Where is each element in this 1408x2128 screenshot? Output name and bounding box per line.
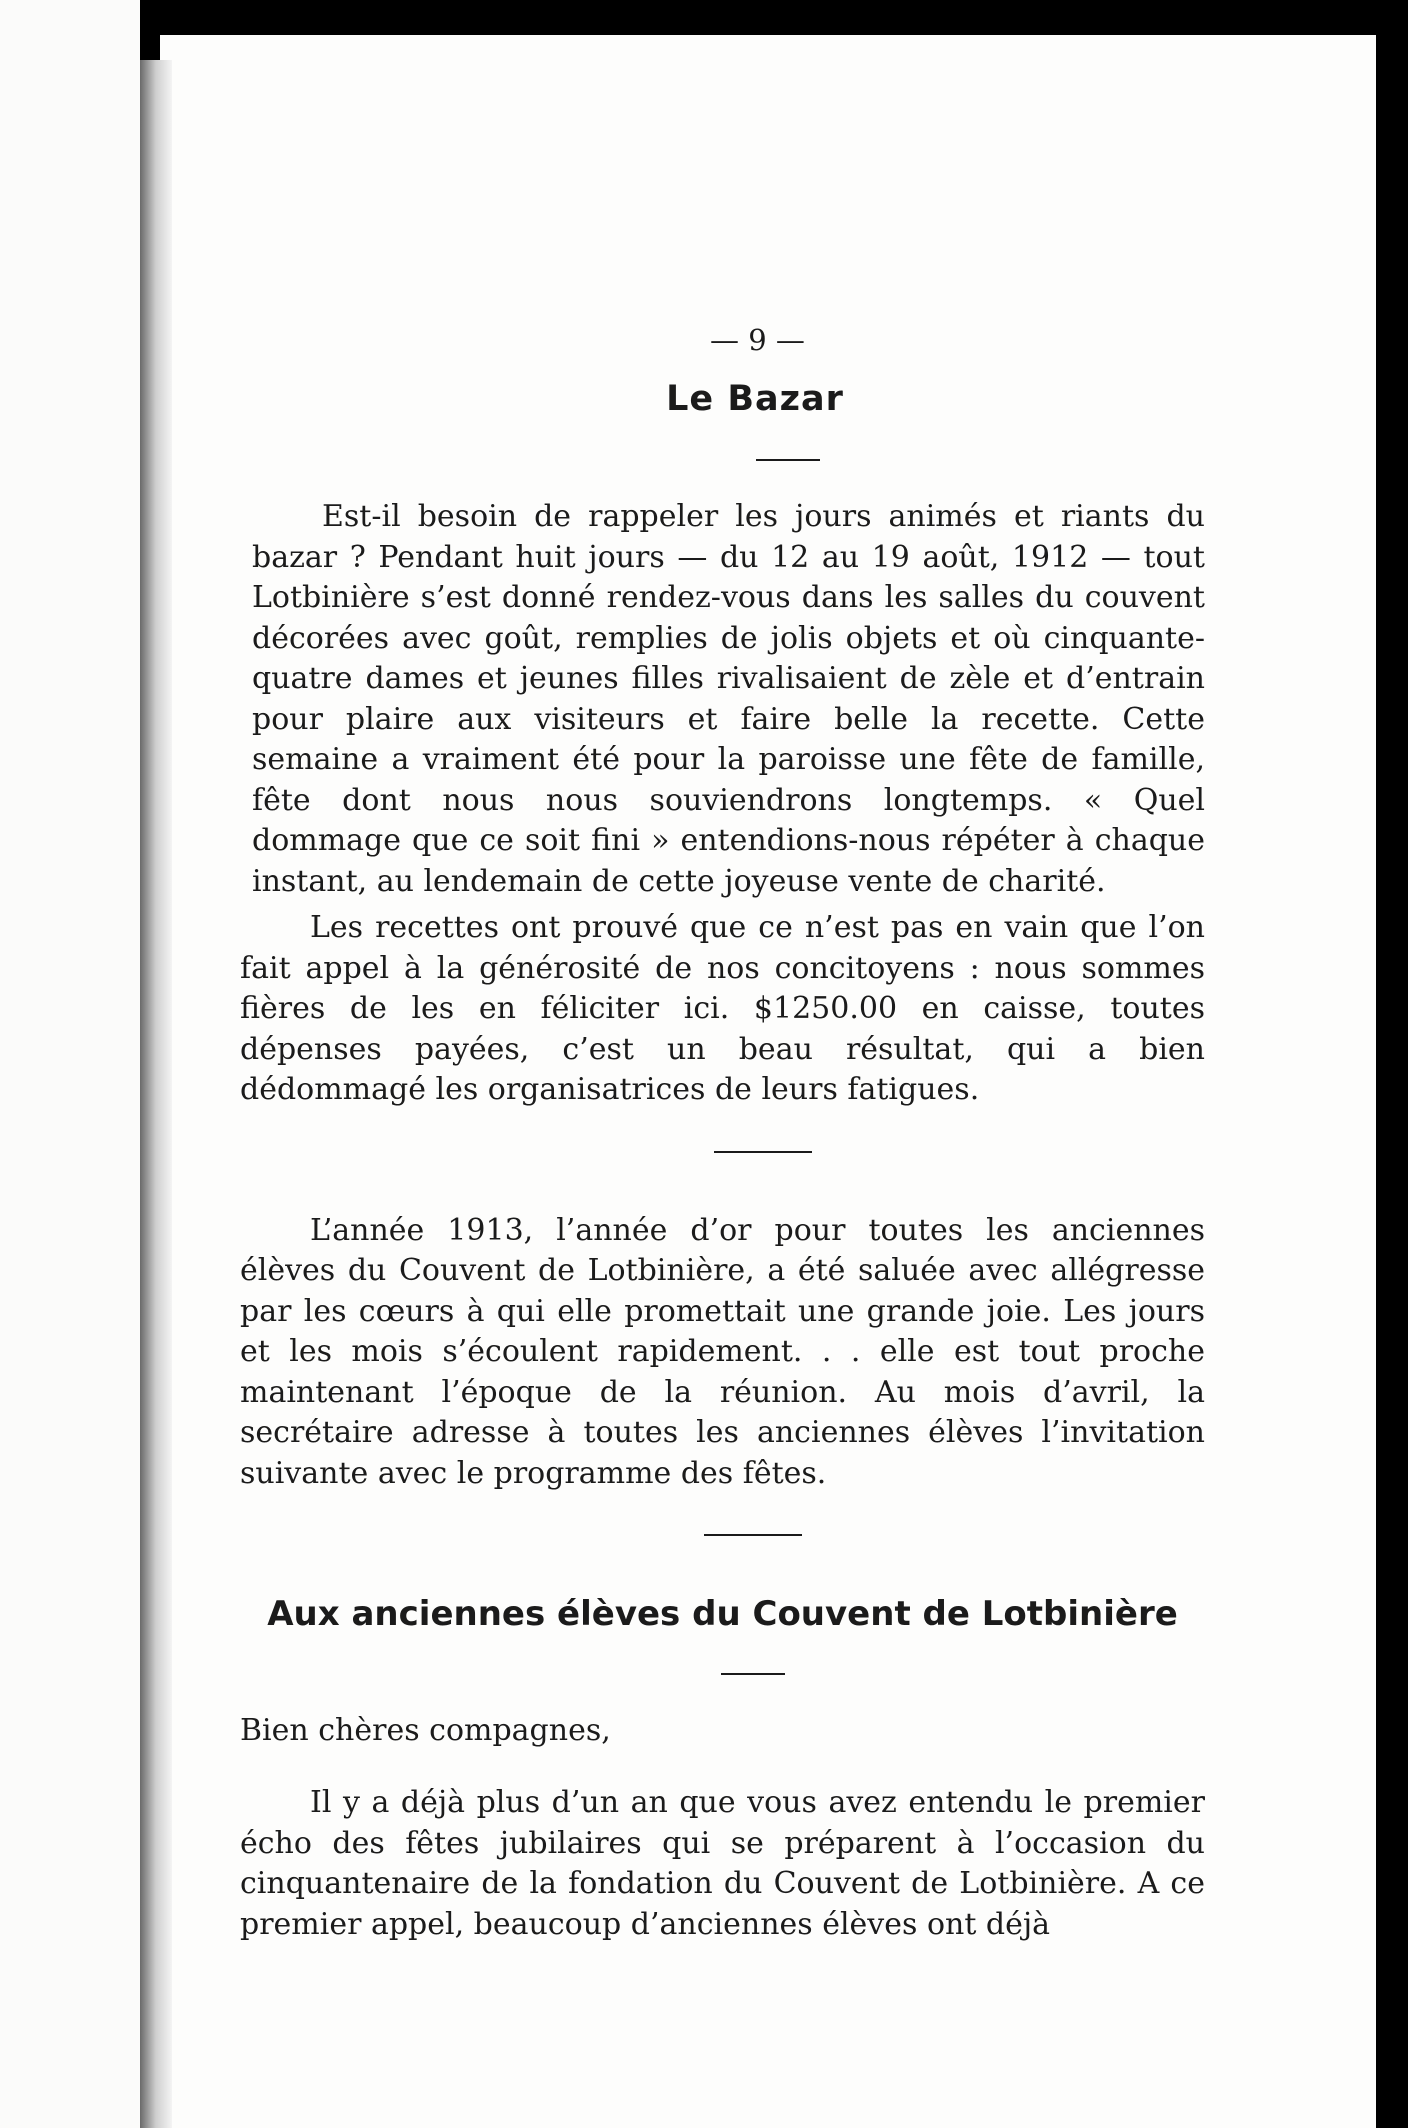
divider [721,1673,785,1675]
divider [714,1151,812,1153]
paragraph-bazar-2: Les recettes ont prouvé que ce n’est pas en vain que l’on fait appel à la générosité de nos concitoyens : nous sommes fières de les en féliciter ici. $1250.00 en caisse, toutes dépenses payées, c’est un beau résultat, qui a bien dédommagé les organisatrices de leurs fatigues. [240,910,1205,1107]
page-content [240,320,1205,1945]
salutation: Bien chères compagnes, [240,1712,611,1748]
scan-right-border [1376,0,1408,2128]
section-title-bazar: Le Bazar [666,378,844,419]
page-binding-edge [140,60,172,2128]
divider [704,1534,802,1536]
divider [756,459,820,461]
scan-left-margin [0,0,140,2128]
section-title-anciennes-eleves: Aux anciennes élèves du Couvent de Lotbinière [267,1594,1178,1634]
page-number: — 9 — [710,323,805,357]
paragraph-annee-1913: L’année 1913, l’année d’or pour toutes les anciennes élèves du Couvent de Lotbinière, a été saluée avec allégresse par les cœurs à qui elle promettait une grande joie. Les jours et les mois s’écoulent rapidement. . . elle est tout proche maintenant l’époque de la réunion. Au mois d’avril, la secrétaire adresse à toutes les anciennes élèves l’invitation suivante avec le programme des fêtes. [240,1212,1205,1491]
paragraph-invitation: Il y a déjà plus d’un an que vous avez entendu le premier écho des fêtes jubilaires qui se préparent à l’occasion du cinquantenaire de la fondation du Couvent de Lotbinière. A ce premier appel, beaucoup d’anciennes élèves ont déjà [240,1785,1205,1942]
paragraph-bazar-1: Est-il besoin de rappeler les jours animés et riants du bazar ? Pendant huit jours — du 12 au 19 août, 1912 — tout Lotbinière s’est donné rendez-vous dans les salles du couvent décorées avec goût, remplies de jolis objets et où cinquante-quatre dames et jeunes filles rivalisaient de zèle et d’entrain pour plaire aux visiteurs et faire belle la recette. Cette semaine a vraiment été pour la paroisse une fête de famille, fête dont nous nous souviendrons longtemps. « Quel dommage que ce soit fini » entendions-nous répéter à chaque instant, au lendemain de cette joyeuse vente de charité. [252,499,1205,899]
